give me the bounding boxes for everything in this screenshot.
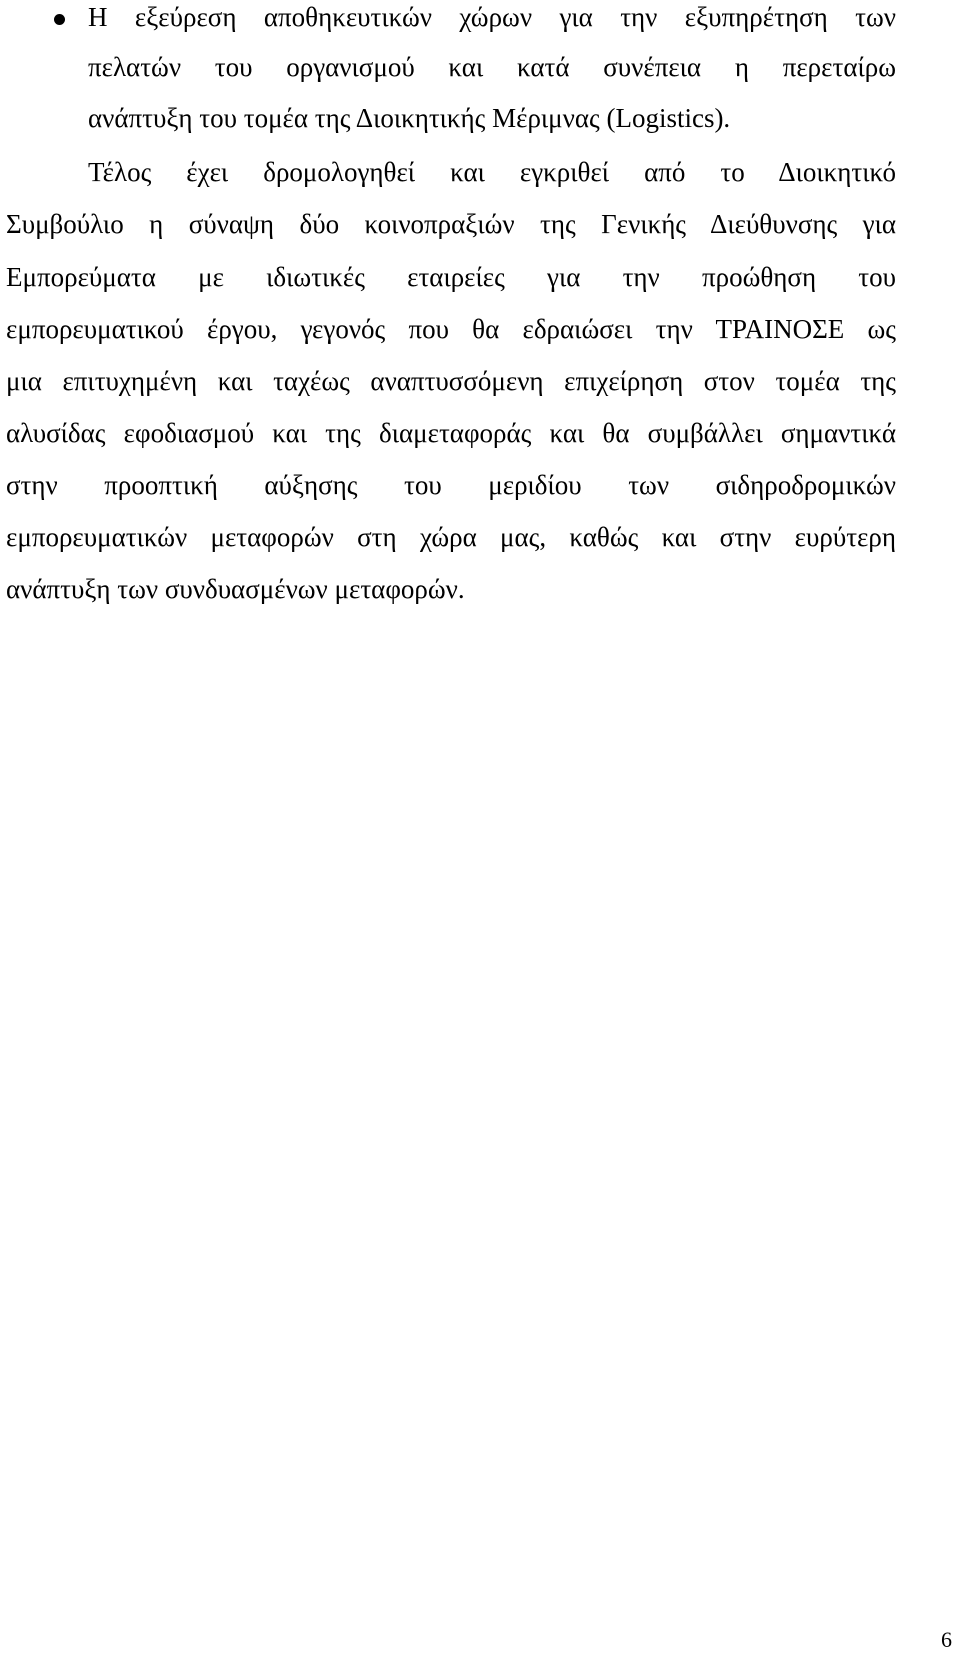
bullet-line: Η εξεύρεση αποθηκευτικών χώρων για την εξυπηρέτηση των (88, 2, 896, 32)
paragraph-line: Τέλος έχει δρομολογηθεί και εγκριθεί από το Διοικητικό (88, 157, 896, 187)
bullet-line: ανάπτυξη του τομέα της Διοικητικής Μέριμνας (Logistics). (88, 103, 731, 133)
paragraph-line: αλυσίδας εφοδιασμού και της διαμεταφοράς και θα συμβάλλει σημαντικά (6, 418, 896, 448)
paragraph-line: Συμβούλιο η σύναψη δύο κοινοπραξιών της Γενικής Διεύθυνσης για (6, 209, 896, 239)
bullet-dot-icon (54, 14, 65, 25)
paragraph-line: εμπορευματικού έργου, γεγονός που θα εδραιώσει την ΤΡΑΙΝΟΣΕ ως (6, 314, 896, 344)
paragraph-line: εμπορευματικών μεταφορών στη χώρα μας, καθώς και στην ευρύτερη (6, 522, 896, 552)
paragraph-line: ανάπτυξη των συνδυασμένων μεταφορών. (6, 574, 465, 604)
bullet-line: πελατών του οργανισμού και κατά συνέπεια η περεταίρω (88, 52, 896, 82)
page-number: 6 (941, 1627, 952, 1652)
paragraph-line: Εμπορεύματα με ιδιωτικές εταιρείες για την προώθηση του (6, 262, 896, 292)
paragraph-line: στην προοπτική αύξησης του μεριδίου των σιδηροδρομικών (6, 470, 896, 500)
paragraph-line: μια επιτυχημένη και ταχέως αναπτυσσόμενη επιχείρηση στον τομέα της (6, 366, 896, 396)
